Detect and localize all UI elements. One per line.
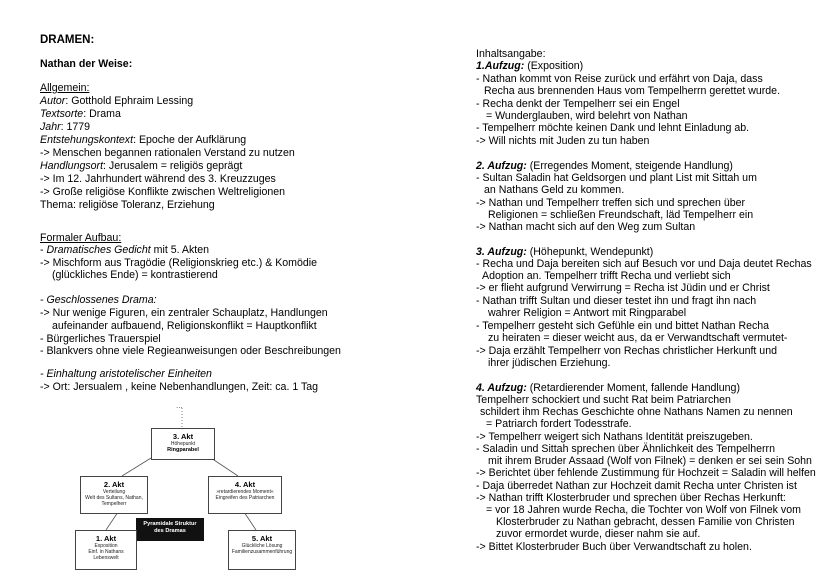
aufzug-1-title: 1.Aufzug: [476,60,525,72]
autor-label: Autor [40,95,66,107]
textsorte-label: Textsorte [40,108,84,120]
autor-line [40,95,193,107]
aufbau-line-9: - Einhaltung aristotelischer Einheiten [40,368,212,380]
aufbau-line-6: aufeinander aufbauend, Religionskonflikt = Hauptkonflikt [52,320,317,332]
drama-title: Nathan der Weise: [40,58,133,70]
a1-line: = Wunderglauben, wird belehrt von Nathan [486,110,688,122]
a3-line: -> er flieht aufgrund Verwirrung = Recha ist Jüdin und er Christ [476,282,770,294]
a3-line: - Tempelherr gesteht sich Gefühle ein und bittet Nathan Recha [476,320,770,332]
akt5-sub2: Familienzusammenführung [231,549,293,555]
aufbau-l1-rest: mit 5. Akten [150,244,209,256]
aufbau-line-4: - Geschlossenes Drama: [40,294,157,306]
textsorte-value: : Drama [83,108,121,120]
ort-value: : Jerusalem = religiös geprägt [103,160,243,172]
a2-line: Religionen = schließen Freundschaft, läd Tempelherr ein [488,209,754,221]
akt1-box [75,530,137,570]
a4-line: - Daja überredet Nathan zur Hochzeit damit Recha unter Christen ist [476,480,797,492]
jahr-value: : 1779 [60,121,91,133]
aufbau-line-2: -> Mischform aus Tragödie (Religionskrieg etc.) & Komödie [40,257,318,269]
aufbau-l1-dash: - [40,244,47,256]
a1-line: Recha aus brennenden Haus vom Tempelherrn gerettet wurde. [484,85,781,97]
aufbau-heading: Formaler Aufbau: [40,232,122,244]
akt4-box [208,476,282,514]
center-line-2: des Dramas [154,528,186,534]
autor-value: : Gotthold Ephraim Lessing [65,95,194,107]
a3-line: -> Daja erzählt Tempelherr von Rechas christlicher Herkunft und [476,345,777,357]
aufzug-4-subtitle: (Retardierender Moment, fallende Handlung) [526,382,740,394]
a1-line: - Tempelherr möchte keinen Dank und lehnt Einladung ab. [476,122,750,134]
a4-line: = vor 18 Jahren wurde Recha, die Tochter von Wolf von Filnek vom [486,504,801,516]
akt3-title: 3. Akt [172,432,194,441]
a3-line: wahrer Religion = Antwort mit Ringparabel [488,307,687,319]
akt4-sub: »retardierendes Moment« [216,489,274,495]
a4-line: = Patriarch fordert Todesstrafe. [486,418,632,430]
akt5-title: 5. Akt [251,534,273,543]
a4-line: -> Berichtet über fehlende Zustimmung für Hochzeit = Saladin will helfen [476,467,816,479]
ort-line [40,160,242,172]
page-title: DRAMEN: [40,34,95,46]
a3-line: Adoption an. Tempelherr trifft Recha und verliebt sich [482,270,731,282]
akt4-title: 4. Akt [234,480,256,489]
akt3-sub: Höhepunkt [170,441,196,447]
akt2-sub2: Welt des Sultans, Nathan, [85,495,143,501]
akt4-sub2: Eingreifen des Patriarchen [215,495,275,501]
aufbau-line-1 [40,244,209,256]
a2-line: - Sultan Saladin hat Geldsorgen und plant List mit Sittah um [476,172,757,184]
kontext-note: -> Menschen begannen rationalen Verstand zu nutzen [40,147,295,159]
kontext-line [40,134,246,146]
a4-line: -> Tempelherr weigert sich Nathans Identität preiszugeben. [476,431,753,443]
a2-line: -> Nathan und Tempelherr treffen sich und sprechen über [476,197,746,209]
aufzug-4-heading [476,382,740,394]
a1-line: - Recha denkt der Tempelherr sei ein Engel [476,98,680,110]
ort-label: Handlungsort [40,160,104,172]
aufbau-line-10: -> Ort: Jersualem , keine Nebenhandlungen, Zeit: ca. 1 Tag [40,381,319,393]
diagram-dots: ... [176,401,183,410]
aufzug-3-title: 3. Aufzug: [476,246,527,258]
pyramid-diagram [78,400,308,586]
a4-line: Tempelherr schockiert und sucht Rat beim Patriarchen [476,394,731,406]
a4-line: mit ihrem Bruder Assaad (Wolf von Filnek) = denken er sei sein Sohn [488,455,812,467]
a4-line: - Saladin und Sittah sprechen über Ähnlichkeit des Tempelherrn [476,443,775,455]
a3-line: - Recha und Daja bereiten sich auf Besuch vor und Daja deutet Rechas [476,258,812,270]
pyramid-center-label [136,518,204,541]
inhalt-heading: Inhaltsangabe: [476,48,546,60]
a1-line: -> Will nichts mit Juden zu tun haben [476,135,650,147]
ort-note-2: -> Große religiöse Konflikte zwischen Weltreligionen [40,186,286,198]
a4-line: schildert ihm Rechas Geschichte ohne Nathans Namen zu nennen [480,406,793,418]
a4-line: -> Bittet Klosterbruder Buch über Verwandtschaft zu holen. [476,541,752,553]
akt5-sub: Glückliche Lösung [241,543,283,549]
aufzug-4-title: 4. Aufzug: [476,382,527,394]
a3-line: ihrer jüdischen Erziehung. [488,357,611,369]
a2-line: -> Nathan macht sich auf den Weg zum Sultan [476,221,696,233]
aufzug-1-heading [476,60,583,72]
akt2-box [80,476,148,514]
akt1-sub2: Einf. in Nathans [88,549,124,555]
a4-line: Klosterbruder zu Nathan gebracht, dessen Familie von Christen [496,516,795,528]
akt5-box [228,530,296,570]
aufzug-2-heading [476,160,733,172]
akt3-box [151,428,215,460]
ort-note-1: -> Im 12. Jahrhundert während des 3. Kreuzzuges [40,173,276,185]
akt1-sub3: Lebenswelt [93,555,119,561]
a1-line: - Nathan kommt von Reise zurück und erfährt von Daja, dass [476,73,763,85]
aufzug-2-subtitle: (Erregendes Moment, steigende Handlung) [526,160,733,172]
allgemein-heading: Allgemein: [40,82,90,94]
jahr-label: Jahr [40,121,61,133]
a4-line: zuvor ermordet wurde, dieser nahm sie auf. [496,528,701,540]
a2-line: an Nathans Geld zu kommen. [484,184,625,196]
a3-line: - Nathan trifft Sultan und dieser testet ihn und fragt ihn nach [476,295,757,307]
center-line-1: Pyramidale Struktur [143,521,197,527]
aufzug-3-subtitle: (Höhepunkt, Wendepunkt) [526,246,654,258]
aufzug-1-subtitle: (Exposition) [524,60,584,72]
jahr-line [40,121,90,133]
akt2-title: 2. Akt [103,480,125,489]
a3-line: zu heiraten = dieser weicht aus, da er Verwandtschaft vermutet- [488,332,788,344]
aufzug-3-heading [476,246,653,258]
kontext-value: : Epoche der Aufklärung [133,134,247,146]
aufbau-line-7: - Bürgerliches Trauerspiel [40,333,161,345]
aufzug-2-title: 2. Aufzug: [476,160,527,172]
textsorte-line [40,108,121,120]
kontext-label: Entstehungskontext [40,134,134,146]
akt2-sub3: Tempelherr [101,501,127,507]
akt2-sub: Verteilung [102,489,126,495]
thema-line: Thema: religiöse Toleranz, Erziehung [40,199,215,211]
aufbau-line-5: -> Nur wenige Figuren, ein zentraler Schauplatz, Handlungen [40,307,328,319]
akt1-title: 1. Akt [95,534,117,543]
aufbau-line-3: (glückliches Ende) = kontrastierend [52,269,218,281]
aufbau-l1-italic: Dramatisches Gedicht [46,244,151,256]
akt3-sub2: Ringparabel [167,447,199,453]
aufbau-line-8: - Blankvers ohne viele Regieanweisungen oder Beschreibungen [40,345,341,357]
a4-line: -> Nathan trifft Klosterbruder und sprechen über Rechas Herkunft: [476,492,786,504]
akt1-sub: Exposition [94,543,118,549]
